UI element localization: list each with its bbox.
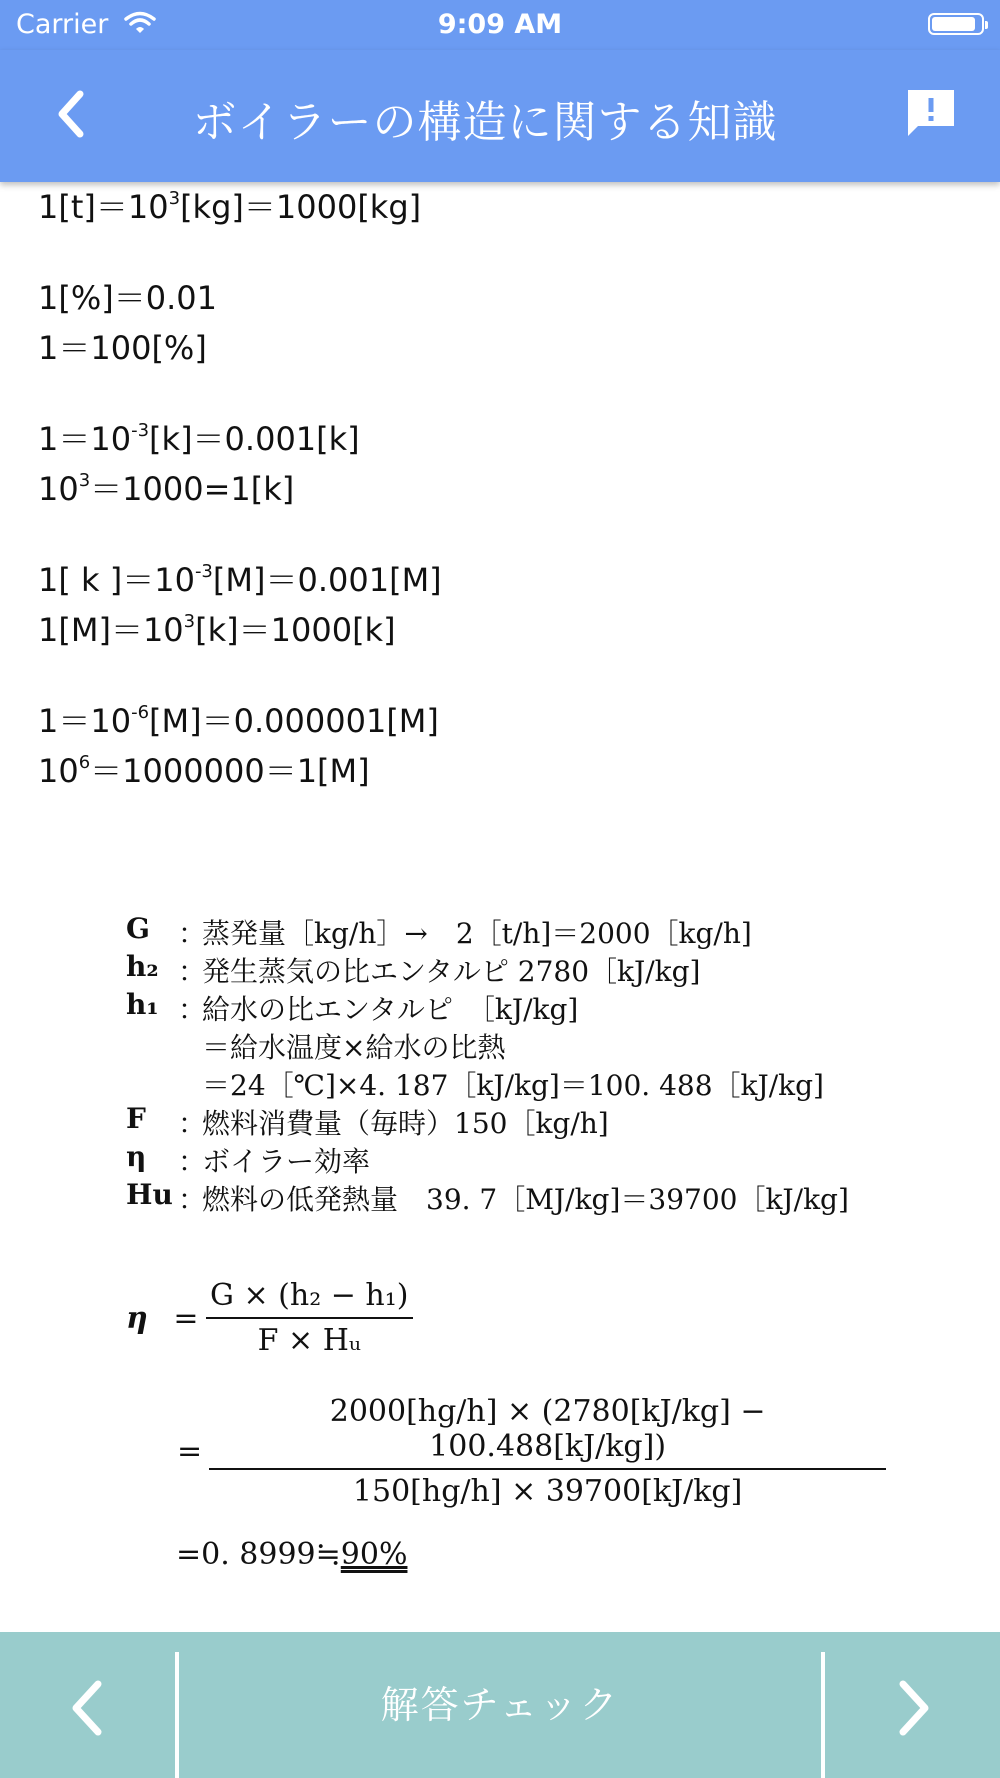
unit-line: $1[t]=10^3[kg]=1000[kg]$ xyxy=(38,188,422,226)
battery-level xyxy=(932,17,975,31)
bottom-toolbar xyxy=(0,1632,1000,1778)
previous-question-button[interactable] xyxy=(0,1632,175,1778)
unit-line: 1[%]＝0.01 xyxy=(38,279,217,317)
definition-row: Hu ： 燃料の低発熱量 39. 7［MJ/kg]＝39700［kJ/kg] xyxy=(126,1178,849,1216)
formula-fraction: $\frac{\text{G × (h₂ − h₁)}}{\text{F × Hᵤ}}$ xyxy=(206,1278,413,1358)
unit-line: $1[M]=10^3[k]=1000[k]$ xyxy=(38,611,396,649)
definition-row: h₂ ： 発生蒸気の比エンタルピ 2780［kJ/kg] xyxy=(126,950,701,988)
report-icon[interactable] xyxy=(904,86,958,140)
navigation-bar xyxy=(0,50,1000,182)
unit-line: $10^3=1000=1[k]$ xyxy=(38,470,295,508)
carrier-label: Carrier xyxy=(16,9,109,40)
definition-row: ＝給水温度×給水の比熱 xyxy=(202,1031,506,1064)
battery-icon xyxy=(928,13,984,35)
variable-definitions xyxy=(126,912,886,1216)
back-chevron-icon[interactable] xyxy=(44,84,104,144)
definition-row: h₁ ： 給水の比エンタルピ ［kJ/kg] xyxy=(126,988,579,1026)
formula-result: =0. 8999≒90% xyxy=(176,1537,408,1572)
definition-row: G ： 蒸発量［kg/h］→ 2［t/h]＝2000［kg/h] xyxy=(126,912,752,950)
unit-line: $10^6=1000000=1[M]$ xyxy=(38,752,370,790)
definition-row: F ： 燃料消費量（毎時）150［kg/h] xyxy=(126,1102,609,1140)
status-bar xyxy=(0,0,1000,50)
final-answer: 90% xyxy=(340,1537,408,1572)
clock: 9:09 AM xyxy=(437,9,563,40)
definition-row: η ： ボイラー効率 xyxy=(126,1140,371,1178)
explanation-content[interactable] xyxy=(0,182,1000,1632)
efficiency-formula: η = $\frac{\text{G × (h₂ − h₁)}}{\text{F × Hᵤ}}$ = $\frac{2000[hg/h] \times (2780[kJ/kg] - 100.488[kJ/kg])}{150[hg/h] \times 39700[kJ/kg]}$ =0. 8999≒90% xyxy=(126,1278,886,1572)
unit-conversions xyxy=(38,182,442,796)
unit-line: $1=10^{-6}[M]=0.000001[M]$ xyxy=(38,702,439,740)
definition-row: ＝24［℃]×4. 187［kJ/kg]＝100. 488［kJ/kg] xyxy=(202,1069,824,1102)
next-question-button[interactable] xyxy=(825,1632,1000,1778)
unit-line: 1[ k ]$=10^{-3}[M]=0.001[M]$ xyxy=(38,561,442,599)
unit-line: $1=10^{-3}[k]=0.001[k]$ xyxy=(38,420,360,458)
unit-line: 1＝100[%] xyxy=(38,329,207,367)
substituted-fraction: $\frac{2000[hg/h] \times (2780[kJ/kg] - 100.488[kJ/kg])}{150[hg/h] \times 39700[kJ/kg]}$ xyxy=(209,1394,886,1509)
eta-symbol: η xyxy=(126,1300,148,1336)
page-title: ボイラーの構造に関する知識 xyxy=(192,97,778,148)
efficiency-calculation xyxy=(126,912,886,1572)
answer-check-button[interactable]: 解答チェック xyxy=(380,1683,620,1727)
